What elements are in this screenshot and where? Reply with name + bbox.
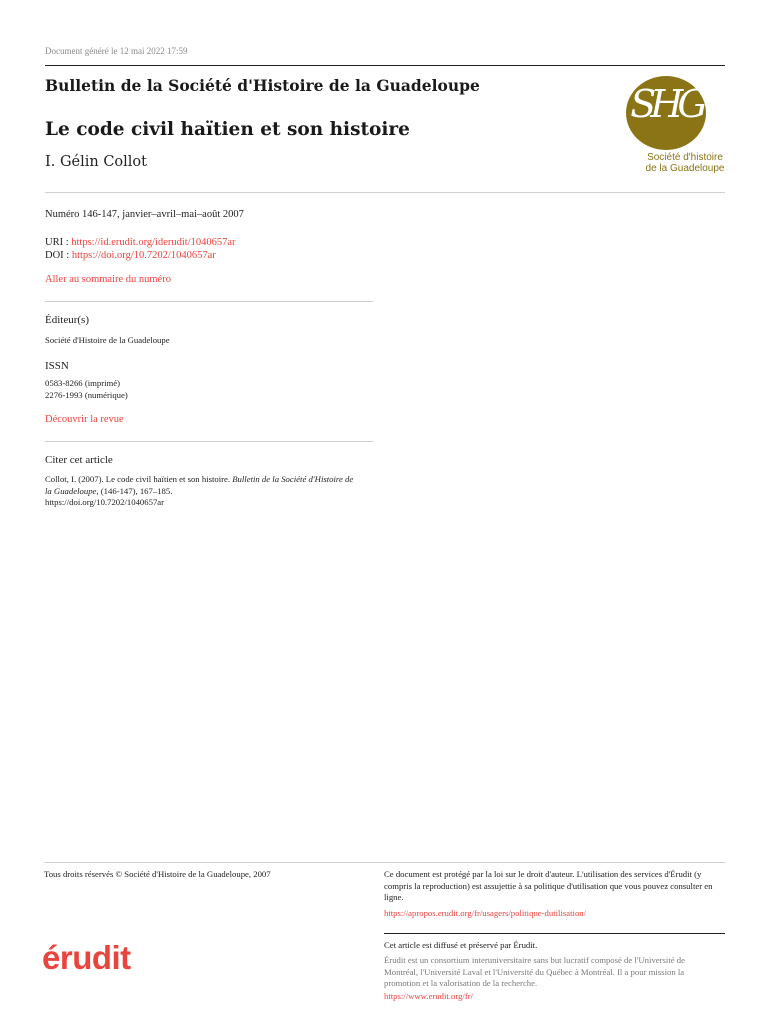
citation-journal: Bulletin de la Société d'Histoire de la Guadeloupe [45, 474, 354, 496]
copyright: Tous droits réservés © Société d'Histoire de la Guadeloupe, 2007 [44, 869, 271, 879]
uri-label: URI : [45, 237, 72, 248]
footer-divider-dark [384, 933, 725, 934]
top-divider [45, 65, 725, 66]
diffusion-notice: Cet article est diffusé et préservé par Érudit. [384, 940, 538, 950]
citation-doi: https://doi.org/10.7202/1040657ar [45, 497, 165, 508]
doi-label: DOI : [45, 250, 72, 261]
publisher-label: Éditeur(s) [45, 314, 89, 326]
article-title: Le code civil haïtien et son histoire [45, 119, 410, 140]
cite-label: Citer cet article [45, 454, 113, 466]
logo-caption-line2: de la Guadeloupe [645, 163, 725, 174]
issn-values [45, 378, 128, 401]
shg-logo [622, 74, 726, 178]
usage-policy-link[interactable]: https://apropos.erudit.org/fr/usagers/politique-dutilisation/ [384, 907, 587, 918]
erudit-site-link[interactable]: https://www.erudit.org/fr/ [384, 990, 474, 1001]
discover-journal-link[interactable]: Découvrir la revue [45, 414, 124, 425]
logo-caption [643, 152, 727, 174]
issn-print: 0583-8266 (imprimé) [45, 378, 121, 388]
consortium-info [384, 955, 714, 1002]
publisher-value: Société d'Histoire de la Guadeloupe [45, 335, 170, 345]
legal-text: Ce document est protégé par la loi sur le droit d'auteur. L'utilisation des services d'Érudit (y compris la reproduction) est assujettie à sa politique d'utilisation que vous pouvez consulter en ligne. [384, 869, 713, 903]
table-of-contents-link[interactable]: Aller au sommaire du numéro [45, 274, 171, 285]
erudit-logo[interactable]: érudit [42, 939, 131, 976]
footer-divider [44, 862, 725, 863]
generated-date: Document généré le 12 mai 2022 17:59 [45, 46, 188, 56]
issue-info: Numéro 146-147, janvier–avril–mai–août 2007 [45, 209, 244, 220]
author-name: I. Gélin Collot [45, 154, 147, 170]
uri-link[interactable]: https://id.erudit.org/iderudit/1040657ar [71, 237, 236, 248]
doi-link[interactable]: https://doi.org/10.7202/1040657ar [71, 250, 216, 261]
consortium-text: Érudit est un consortium interuniversitaire sans but lucratif composé de l'Université de Montréal, l'Université Laval et l'Université du Québec à Montréal. Il a pour mission la promotion et la valorisation de la recherche. [384, 955, 685, 989]
logo-caption-line1: Société d'histoire [647, 152, 723, 163]
issn-label: ISSN [45, 360, 69, 372]
section-divider [45, 301, 373, 302]
journal-title: Bulletin de la Société d'Histoire de la Guadeloupe [45, 76, 480, 95]
issn-digital: 2276-1993 (numérique) [45, 389, 128, 400]
identifiers [45, 236, 236, 262]
citation-part-a: Collot, I. (2007). Le code civil haïtien et son histoire. [45, 474, 233, 484]
section-divider [45, 441, 373, 442]
citation-text [45, 474, 355, 509]
citation-part-b: , (146-147), 167–185. [96, 485, 173, 496]
legal-notice [384, 869, 714, 919]
logo-monogram: SHG [630, 82, 702, 126]
header-divider [45, 192, 725, 193]
